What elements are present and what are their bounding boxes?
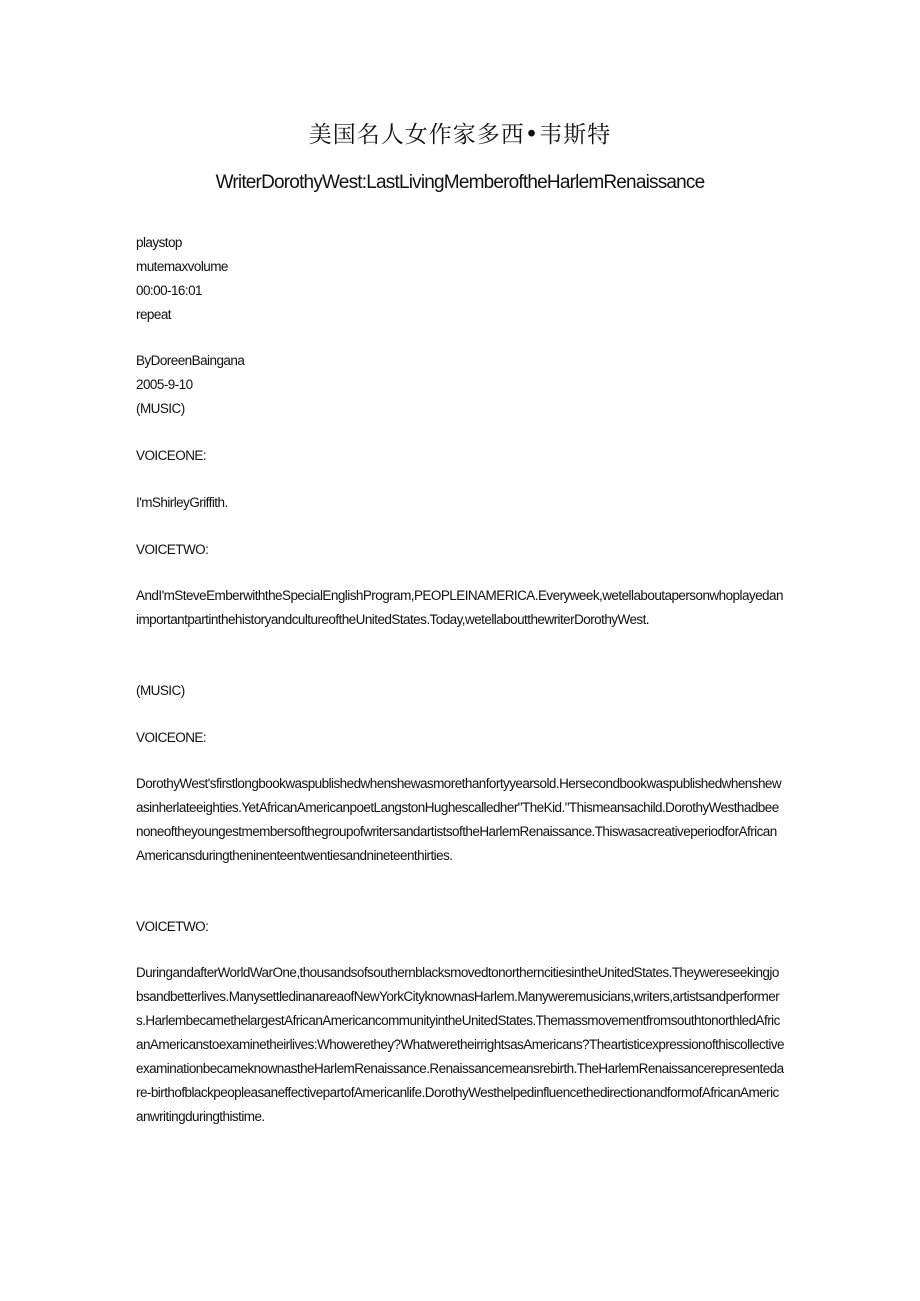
- paragraph: I'mShirleyGriffith.: [136, 495, 228, 510]
- english-title: WriterDorothyWest:LastLivingMemberoftheHarlemRenaissance: [215, 172, 705, 193]
- time-readout: 00:00-16:01: [136, 283, 203, 298]
- paragraph: AndI'mSteveEmberwiththeSpecialEnglishProgram,PEOPLEINAMERICA.Everyweek,wetellaboutapersonwhoplayedanimportantpartinthehistoryandcultureoftheUnitedStates.Today,wetellaboutthewriterDorothyWest.: [136, 588, 783, 627]
- paragraph: DorothyWest'sfirstlongbookwaspublishedwhenshewasmorethanfortyyearsold.Hersecondbookwaspublishedwhenshewasinherlateeighties.YetAfricanAmericanpoetLangstonHughescalledher"TheKid."Thismeansachild.DorothyWesthadbeenoneoftheyoungestmembersofthegroupofwritersandartistsoftheHarlemRenaissance.ThiswasacreativeperiodforAfricanAmericansduringtheninenteentwentiesandnineteenthirties.: [136, 776, 782, 863]
- speaker-label: VOICETWO:: [136, 542, 209, 557]
- play-stop-control[interactable]: playstop: [136, 235, 182, 250]
- repeat-control[interactable]: repeat: [136, 307, 171, 322]
- speaker-label: VOICETWO:: [136, 919, 209, 934]
- date: 2005-9-10: [136, 377, 193, 392]
- byline: ByDoreenBaingana: [136, 353, 245, 368]
- speaker-label: VOICEONE:: [136, 730, 207, 745]
- paragraph: DuringandafterWorldWarOne,thousandsofsouthernblacksmovedtonortherncitiesintheUnitedStates.Theywereseekingjobsandbetterlives.ManysettledinanareaofNewYorkCityknownasHarlem.Manyweremusicians,writers,artistsandperformers.HarlembecamethelargestAfricanAmericancommunityintheUnitedStates.ThemassmovementfromsouthtonorthledAfricanAmericanstoexaminetheirlives:Whowerethey?WhatweretheirrightsasAmericans?TheartisticexpressionofthiscollectiveexaminationbecameknownastheHarlemRenaissance.Renaissancemeansrebirth.TheHarlemRenaissancerepresentedare-birthofblackpeopleasaneffectivepartofAmericanlife.DorothyWesthelpedinfluencethedirectionandformofAfricanAmericanwritingduringthistime.: [136, 965, 785, 1124]
- music-cue: (MUSIC): [136, 401, 185, 416]
- chinese-title: 美国名人女作家多西•韦斯特: [308, 122, 612, 148]
- music-cue: (MUSIC): [136, 683, 185, 698]
- speaker-label: VOICEONE:: [136, 448, 207, 463]
- volume-control[interactable]: mutemaxvolume: [136, 259, 228, 274]
